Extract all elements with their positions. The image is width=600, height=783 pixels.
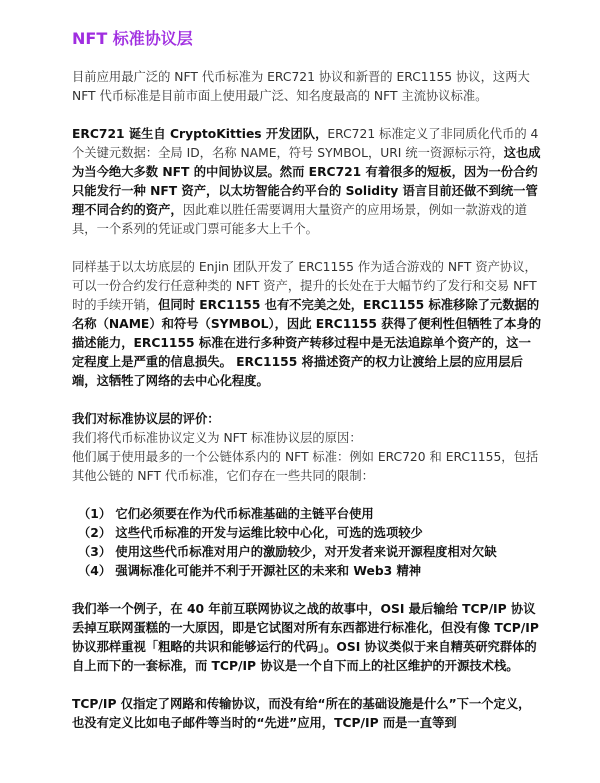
evaluation-line-2: 他们属于使用最多的一个公链体系内的 NFT 标准：例如 ERC720 和 ERC1155，包括其他公链的 NFT 代币标准，它们存在一些共同的限制： [72,450,539,483]
evaluation-line-1: 我们将代币标准协议定义为 NFT 标准协议层的原因： [72,431,362,445]
paragraph-erc721 [72,125,542,239]
tcpip-bold: TCP/IP 仅指定了网路和传输协议，而没有给“所在的基础设施是什么”下一个定义，也没有定义比如电子邮件等当时的“先进”应用，TCP/IP 而是一直等到 [72,697,531,730]
evaluation-heading: 我们对标准协议层的评价： [72,412,220,426]
paragraph-intro: 目前应用最广泛的 NFT 代币标准为 ERC721 协议和新晋的 ERC1155 协议，这两大 NFT 代币标准是目前市面上使用最广泛、知名度最高的 NFT 主流协议标准。 [72,70,530,103]
list-item: （3） 使用这些代币标准对用户的激励较少，对开发者来说开源程度相对欠缺 [78,545,497,559]
erc721-text-2: 因此难以胜任需要调用大量资产的应用场景，例如一款游戏的道具，一个系列的凭证或门票可能多大上千个。 [72,203,528,236]
paragraph-tcpip [72,695,542,733]
paragraph-evaluation [72,410,542,486]
list-item: （2） 这些代币标准的开发与运维比较中心化，可选的选项较少 [78,526,423,540]
osi-bold: 我们举一个例子，在 40 年前互联网协议之战的故事中，OSI 最后输给 TCP/IP 协议丢掉互联网蛋糕的一大原因，即是它试图对所有东西都进行标准化，但没有像 TCP/IP 协议那样重视「粗略的共识和能够运行的代码」。OSI 协议类似于来自精英研究群体的自上而下的一套标准，而 TCP/IP 协议是一个自下而上的社区维护的开源技术栈。 [72,602,539,673]
erc1155-text-1: 同样基于以太坊底层的 Enjin 团队开发了 ERC1155 作为适合游戏的 NFT 资产协议，可以一份合约发行任意种类的 NFT 资产，提升的长处在于大幅节约了发行和交易 NFT 时的手续开销， [72,260,537,312]
list-item: （4） 强调标准化可能并不利于开源社区的未来和 Web3 精神 [78,564,422,578]
list-item: （1） 它们必须要在作为代币标准基础的主链平台使用 [78,507,374,521]
erc721-bold-2: 这也成为当今绝大多数 NFT 的中间协议层。然而 ERC721 有着很多的短板，因为一份合约只能发行一种 NFT 资产，以太坊智能合约平台的 Solidity 语言目前还做不到统一管理不同合约的资产， [72,146,541,217]
section-title: NFT 标准协议层 [72,29,193,48]
limitations-list [72,505,542,581]
document-body [72,68,542,733]
erc721-bold-1: ERC721 诞生自 CryptoKitties 开发团队， [72,127,328,141]
erc1155-bold-1: 但同时 ERC1155 也有不完美之处，ERC1155 标准移除了元数据的名称（NAME）和符号（SYMBOL），因此 ERC1155 获得了便利性但牺牲了本身的描述能力，ERC1155 标准在进行多种资产转移过程中是无法追踪单个资产的，这一定程度上是严重的信息损失。 ERC1155 将描述资产的权力让渡给上层的应用层后端，这牺牲了网络的去中心化程度。 [72,298,542,388]
erc721-text-1: ERC721 标准定义了非同质化代币的 4 个关键元数据：全局 ID，名称 NAME，符号 SYMBOL，URI 统一资源标示符， [72,127,539,160]
paragraph-erc1155 [72,258,542,391]
paragraph-osi-example [72,600,542,676]
